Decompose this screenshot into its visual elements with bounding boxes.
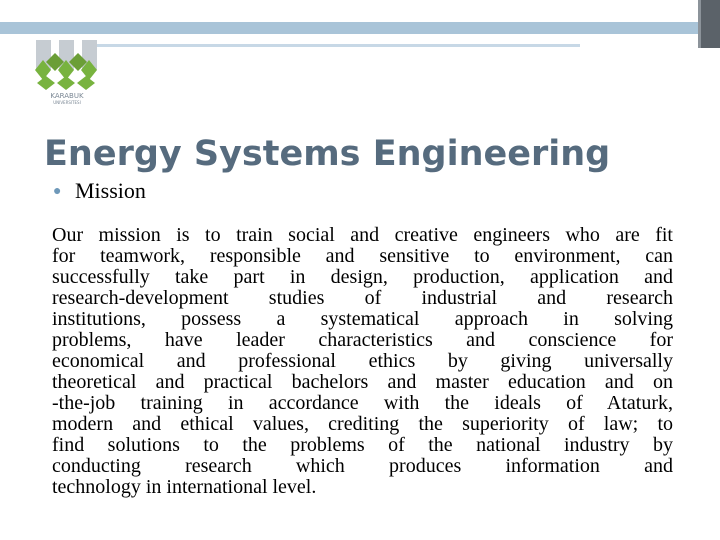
paragraph-line: conducting research which produces information and (52, 455, 673, 477)
paragraph-line: for teamwork, responsible and sensitive to environment, can (52, 245, 673, 267)
paragraph-line: problems, have leader characteristics and conscience for (52, 329, 673, 351)
paragraph-line: successfully take part in design, production, application and (52, 266, 673, 288)
mission-paragraph (52, 225, 673, 498)
mission-bullet (53, 177, 146, 206)
paragraph-line: find solutions to the problems of the national industry by (52, 434, 673, 456)
paragraph-line: research-development studies of industrial and research (52, 287, 673, 309)
paragraph-line: modern and ethical values, crediting the superiority of law; to (52, 413, 673, 435)
paragraph-line: economical and professional ethics by giving universally (52, 350, 673, 372)
paragraph-line: technology in international level. (52, 476, 317, 498)
paragraph-line: theoretical and practical bachelors and master education and on (52, 371, 673, 393)
paragraph-line: institutions, possess a systematical approach in solving (52, 308, 673, 330)
top-decorative-bar (0, 22, 698, 34)
paragraph-line: -the-job training in accordance with the ideals of Ataturk, (52, 392, 673, 414)
svg-text:KARABUK: KARABUK (50, 92, 84, 100)
slide-title: Energy Systems Engineering (44, 134, 611, 175)
bullet-dot-icon: ● (53, 184, 62, 199)
paragraph-line: Our mission is to train social and creative engineers who are fit (52, 224, 673, 246)
mission-heading: Mission (74, 178, 146, 203)
university-logo (34, 40, 100, 108)
svg-text:UNIVERSITESI: UNIVERSITESI (53, 100, 81, 105)
top-thin-decorative-bar (88, 44, 580, 47)
corner-decorative-block (698, 0, 720, 48)
